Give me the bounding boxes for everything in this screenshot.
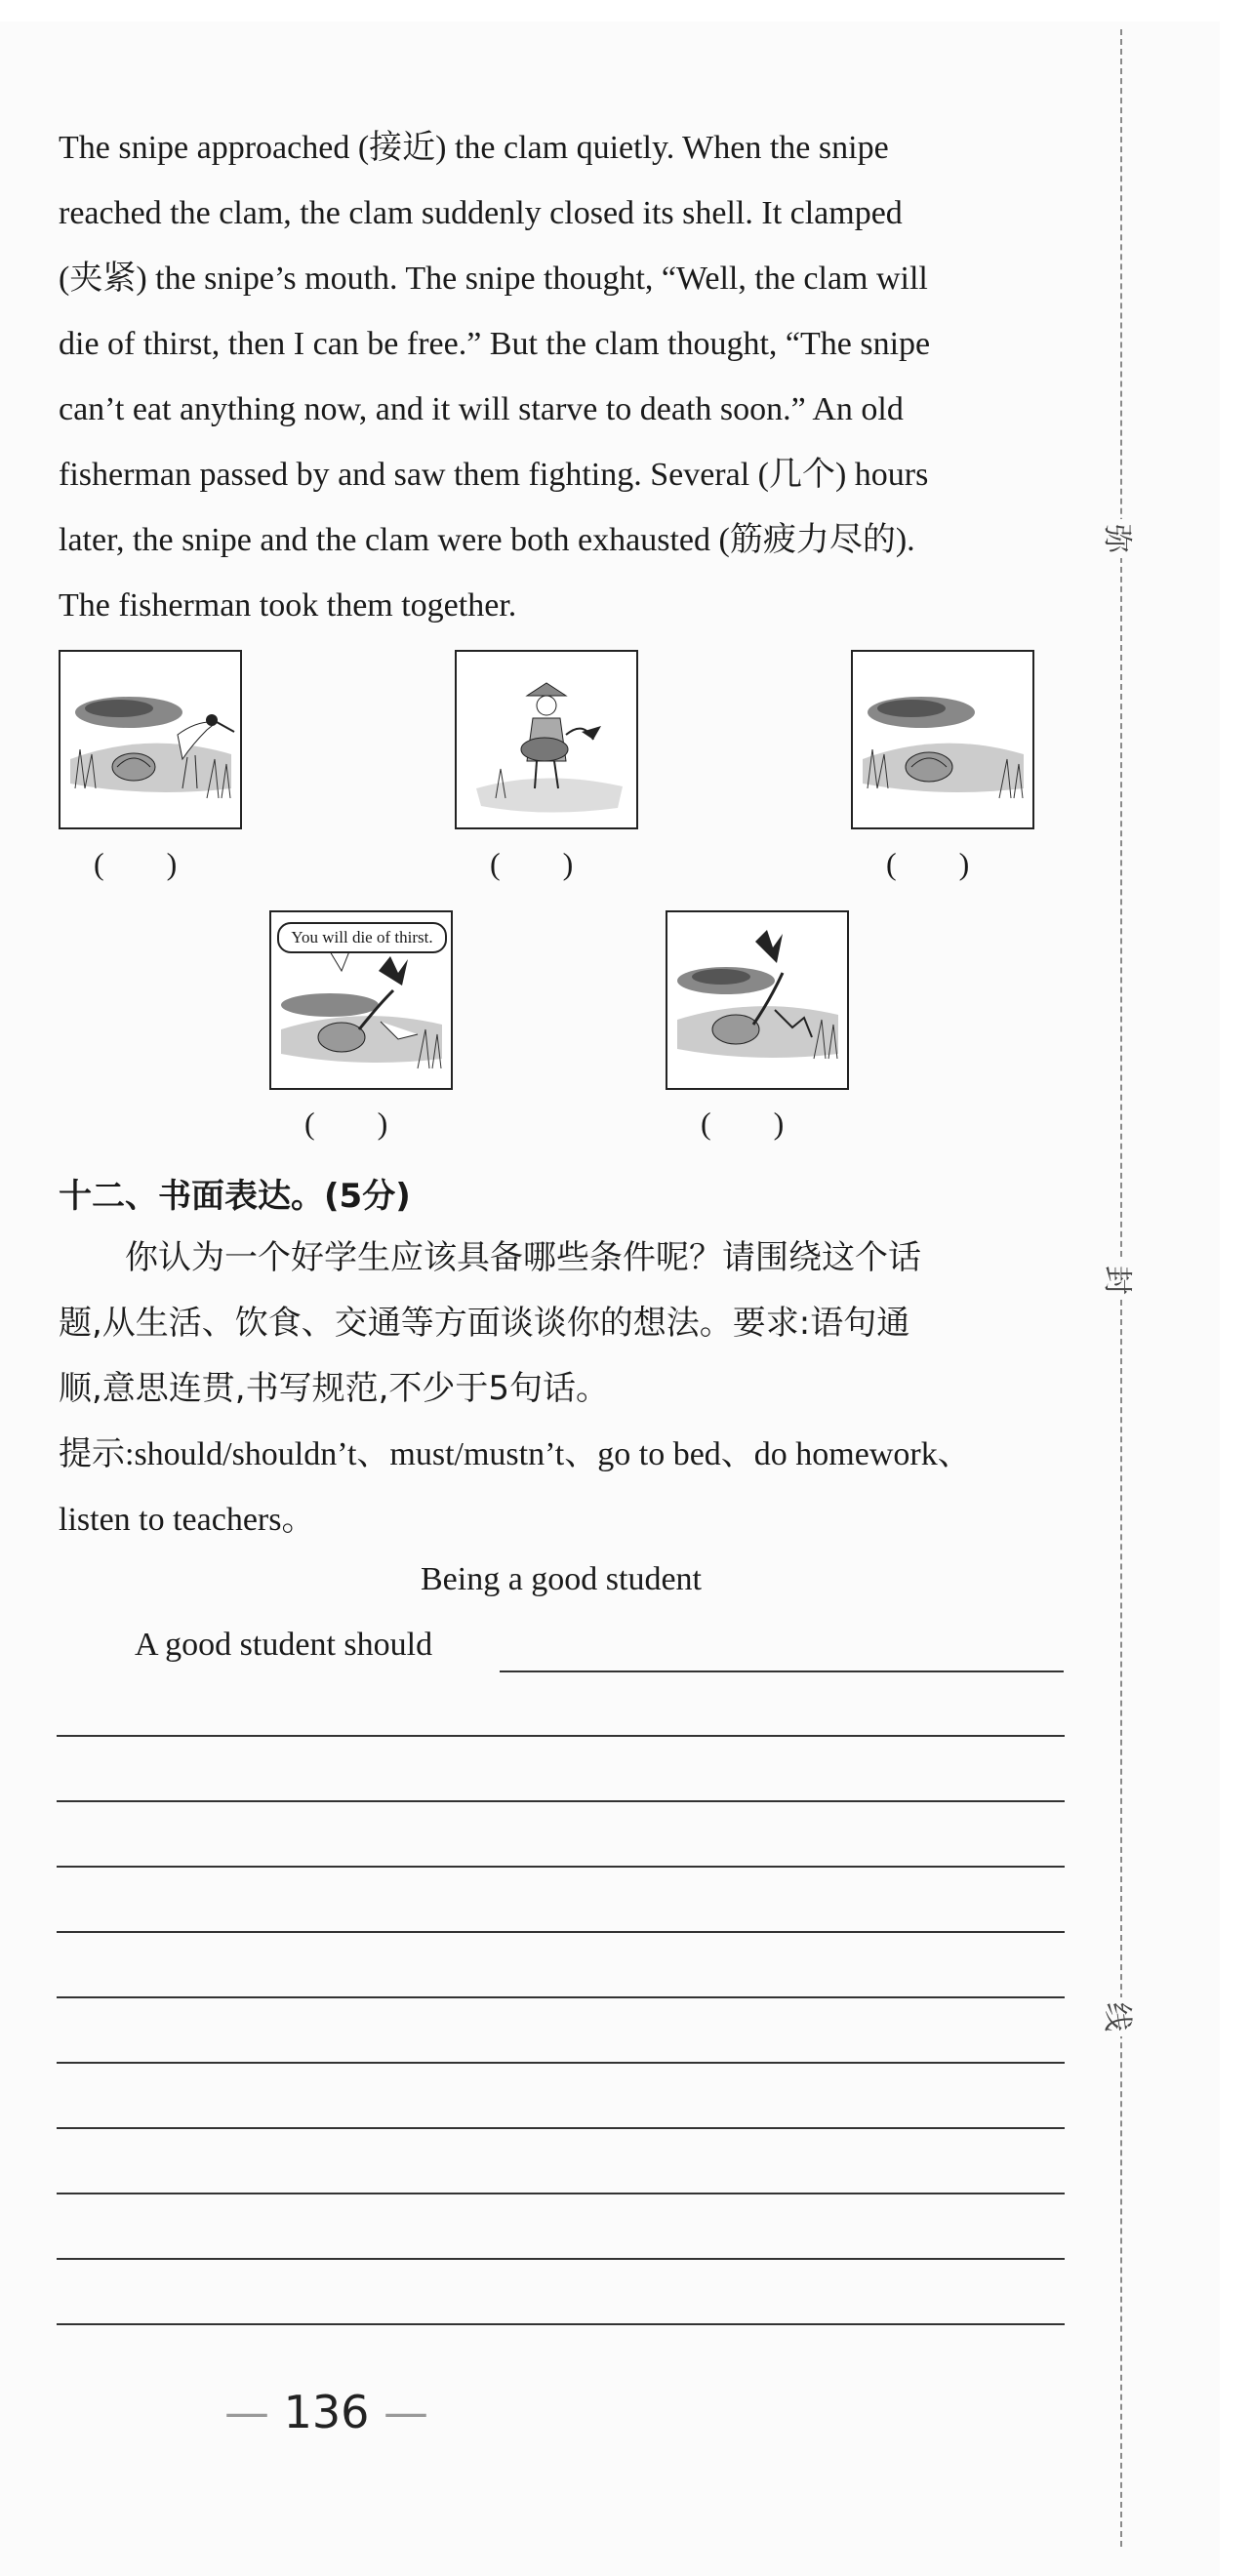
writing-line[interactable] — [57, 1735, 1065, 1737]
binding-char-feng: 封 — [1099, 1261, 1142, 1300]
instruction-line: 你认为一个好学生应该具备哪些条件呢？请围绕这个话 — [59, 1238, 921, 1277]
writing-line[interactable] — [500, 1670, 1064, 1672]
picture-fighting — [666, 910, 849, 1090]
section-title: 十二、书面表达。(5分) — [59, 1177, 411, 1216]
picture-speech-bubble — [269, 910, 453, 1090]
writing-line[interactable] — [57, 2193, 1065, 2194]
speech-bubble: You will die of thirst. — [277, 922, 447, 953]
passage-line: fisherman passed by and saw them fighting. Several (几个) hours — [59, 457, 929, 493]
answer-blank[interactable]: ( ) — [490, 846, 574, 881]
essay-opening: A good student should — [135, 1627, 433, 1663]
passage-line: can’t eat anything now, and it will starve to death soon.” An old — [59, 391, 904, 427]
answer-blank[interactable]: ( ) — [701, 1106, 785, 1141]
binding-char-xian: 线 — [1099, 1997, 1142, 2036]
writing-line[interactable] — [57, 1866, 1065, 1868]
answer-blank[interactable]: ( ) — [304, 1106, 388, 1141]
writing-line[interactable] — [57, 2127, 1065, 2129]
writing-line[interactable] — [57, 1800, 1065, 1802]
writing-line[interactable] — [57, 2258, 1065, 2260]
answer-blank[interactable]: ( ) — [94, 846, 178, 881]
passage-line: reached the clam, the clam suddenly closed its shell. It clamped — [59, 195, 903, 231]
writing-instruction — [59, 1226, 1069, 1422]
passage-line: The fisherman took them together. — [59, 587, 517, 624]
picture-snipe-approaching — [59, 650, 242, 829]
story-passage — [59, 115, 1069, 638]
binding-char-mi: 弥 — [1099, 519, 1142, 558]
page-number-value: 136 — [283, 2386, 370, 2438]
passage-line: (夹紧) the snipe’s mouth. The snipe thought, “Well, the clam will — [59, 261, 928, 297]
picture-fisherman — [455, 650, 638, 829]
page-number — [224, 2386, 428, 2438]
writing-line[interactable] — [57, 2062, 1065, 2064]
answer-blank[interactable]: ( ) — [886, 846, 970, 881]
tip-line: 提示:should/shouldn’t、must/mustn’t、go to bed、do homework、 — [59, 1436, 971, 1472]
passage-line: The snipe approached (接近) the clam quietly. When the snipe — [59, 130, 889, 166]
passage-line: die of thirst, then I can be free.” But the clam thought, “The snipe — [59, 326, 931, 362]
instruction-line: 顺,意思连贯,书写规范,不少于5句话。 — [59, 1369, 610, 1408]
instruction-line: 题,从生活、饮食、交通等方面谈谈你的想法。要求:语句通 — [59, 1304, 910, 1343]
passage-line: later, the snipe and the clam were both exhausted (筋疲力尽的). — [59, 522, 915, 558]
writing-line[interactable] — [57, 1996, 1065, 1998]
writing-line[interactable] — [57, 1931, 1065, 1933]
writing-tips — [59, 1422, 1069, 1552]
essay-title: Being a good student — [420, 1561, 703, 1597]
writing-line[interactable] — [57, 2323, 1065, 2325]
picture-clam-alone — [851, 650, 1034, 829]
page-number-dash-right: — — [369, 2386, 429, 2438]
page-number-dash-left: — — [224, 2386, 284, 2438]
tip-line: listen to teachers。 — [59, 1502, 315, 1538]
